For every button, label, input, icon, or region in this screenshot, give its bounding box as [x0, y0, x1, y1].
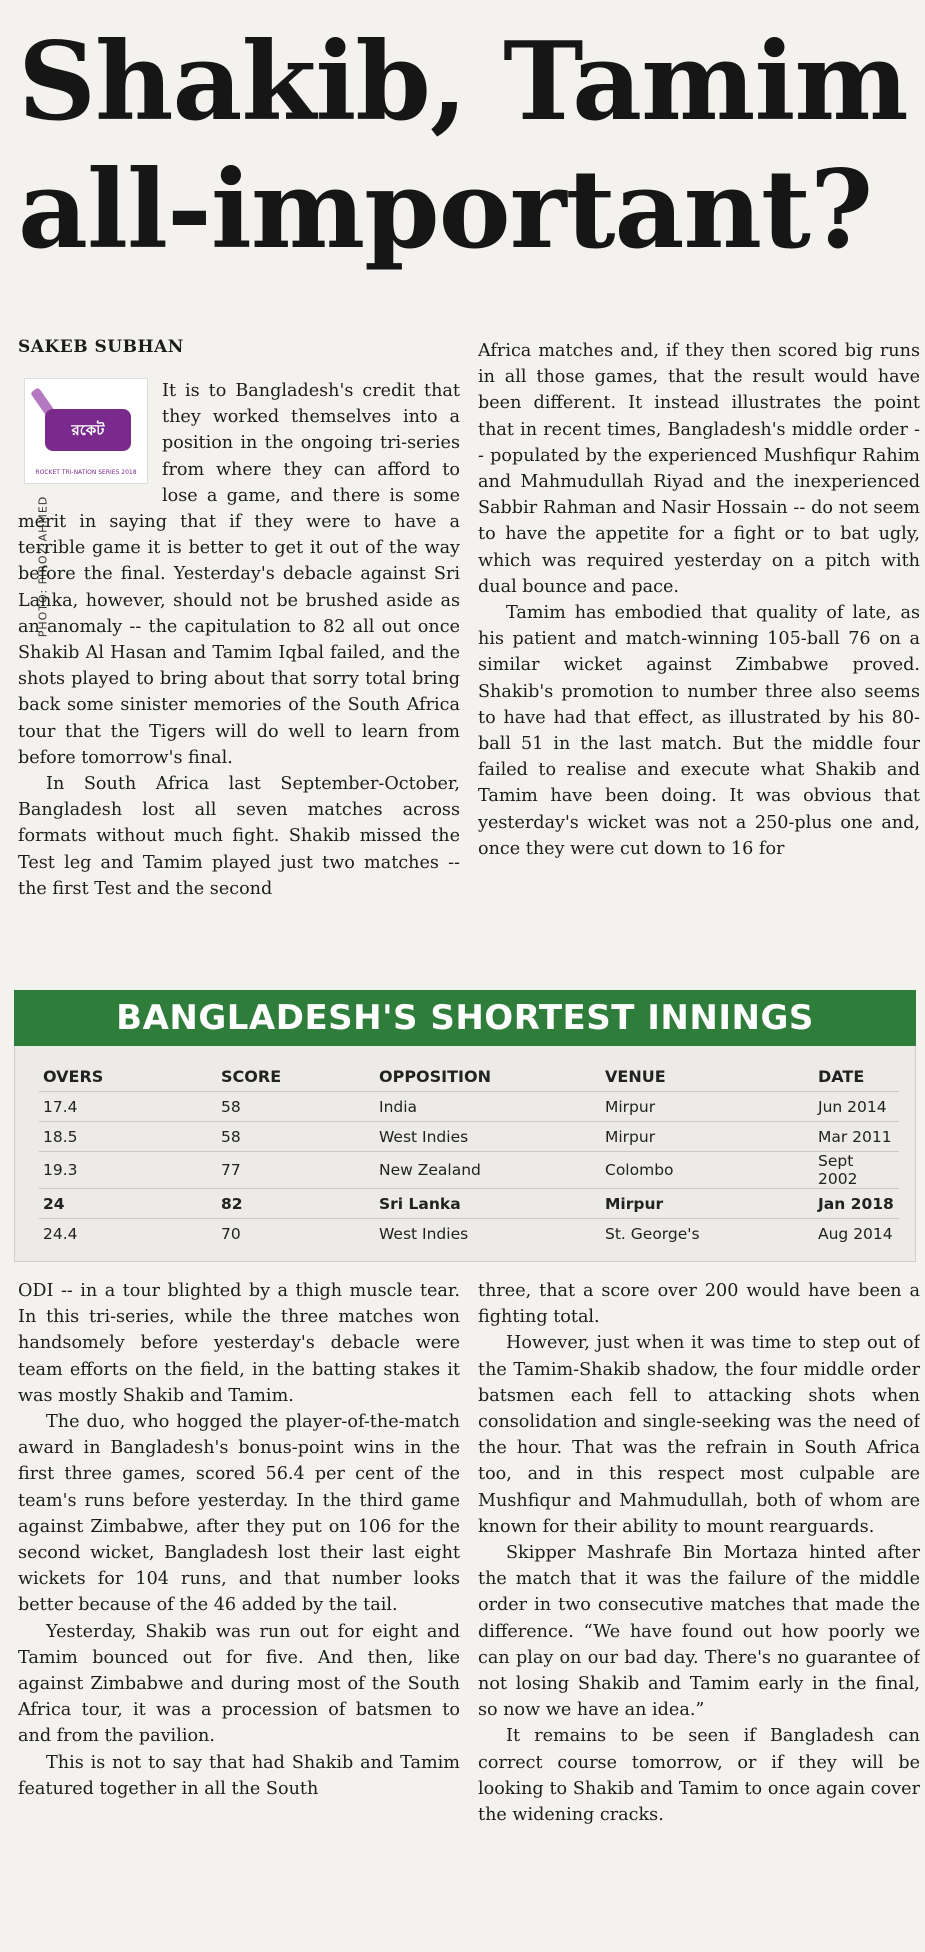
table-cell: Colombo	[601, 1152, 814, 1189]
paragraph: ODI -- in a tour blighted by a thigh muscle tear. In this tri-series, while the three matches won handsomely before yesterday's debacle were team efforts on the field, in the batting stakes it was mostly Shakib and Tamim.	[18, 1281, 460, 1406]
table-row-highlighted	[39, 1189, 899, 1219]
table-cell: Mirpur	[601, 1122, 814, 1152]
byline: SAKEB SUBHAN	[18, 337, 184, 357]
table-cell: Jun 2014	[814, 1092, 899, 1122]
table-cell: Mirpur	[601, 1189, 814, 1219]
table-row	[39, 1219, 899, 1249]
table-cell: India	[375, 1092, 601, 1122]
headline-line-2: all-important?	[18, 147, 873, 273]
paragraph: Yesterday, Shakib was run out for eight and Tamim bounced out for five. And then, like against Zimbabwe and during most of the South Africa tour, it was a procession of batsmen to and from the pavilion.	[18, 1621, 460, 1747]
paragraph: This is not to say that had Shakib and Tamim featured together in all the South	[18, 1752, 460, 1799]
table-cell: West Indies	[375, 1122, 601, 1152]
table-cell: 19.3	[39, 1152, 217, 1189]
table-cell: 17.4	[39, 1092, 217, 1122]
table-cell: 70	[217, 1219, 375, 1249]
table-cell: 58	[217, 1122, 375, 1152]
table-header-row	[39, 1061, 899, 1092]
article-column-1	[18, 378, 460, 930]
headline-line-1: Shakib, Tamim	[18, 19, 908, 145]
table-cell: St. George's	[601, 1219, 814, 1249]
paragraph: The duo, who hogged the player-of-the-match award in Bangladesh's bonus-point wins in the first three games, scored 56.4 per cent of the team's runs before yesterday. In the third game against Zimbabwe, after they put on 106 for the second wicket, Bangladesh lost their last eight wickets for 104 runs, and that number looks better because of the 46 added by the tail.	[18, 1412, 460, 1616]
table-row	[39, 1152, 899, 1189]
article-column-4	[478, 1278, 920, 1938]
table-cell: 82	[217, 1189, 375, 1219]
column-header: OPPOSITION	[379, 1066, 491, 1086]
photo-credit: PHOTO: FIROZ AHMED	[36, 495, 50, 638]
table-cell: Sri Lanka	[375, 1189, 601, 1219]
table-cell: Jan 2018	[814, 1189, 899, 1219]
column-header: OVERS	[43, 1066, 104, 1086]
table-row	[39, 1122, 899, 1152]
table-cell: 58	[217, 1092, 375, 1122]
column-header: DATE	[818, 1066, 865, 1086]
logo-mark: রকেট	[45, 409, 131, 451]
paragraph: Africa matches and, if they then scored big runs in all those games, that the result would have been different. It instead illustrates the point that in recent times, Bangladesh's middle order -- populated by the experienced Mushfiqur Rahim and Mahmudullah Riyad and the inexperienced Sabbir Rahman and Nasir Hossain -- do not seem to have the appetite for a fight or to bat ugly, which was required yesterday on a pitch with dual bounce and pace.	[478, 341, 920, 597]
table-cell: Mirpur	[601, 1092, 814, 1122]
table-cell: 24	[39, 1189, 217, 1219]
paragraph: In South Africa last September-October, Bangladesh lost all seven matches across formats without much fight. Shakib missed the Test leg and Tamim played just two matches -- the first Test and the second	[18, 774, 460, 899]
column-header: SCORE	[221, 1066, 282, 1086]
table-cell: Aug 2014	[814, 1219, 899, 1249]
paragraph: Tamim has embodied that quality of late, as his patient and match-winning 105-ball 76 on a similar wicket against Zimbabwe proved. Shakib's promotion to number three also seems to have had that effect, as illustrated by his 80-ball 51 in the last match. But the middle four failed to realise and execute what Shakib and Tamim have been doing. It was obvious that yesterday's wicket was not a 250-plus one and, once they were cut down to 16 for	[478, 603, 920, 859]
table-cell: New Zealand	[375, 1152, 601, 1189]
paragraph: It remains to be seen if Bangladesh can correct course tomorrow, or if they will be looking to Shakib and Tamim to once again cover the widening cracks.	[478, 1726, 920, 1826]
table-row	[39, 1092, 899, 1122]
logo-tagline: ROCKET TRI-NATION SERIES 2018	[35, 469, 137, 476]
paragraph: three, that a score over 200 would have been a fighting total.	[478, 1281, 920, 1328]
shortest-innings-table	[39, 1061, 899, 1248]
headline	[18, 18, 908, 274]
paragraph: Skipper Mashrafe Bin Mortaza hinted after the match that it was the failure of the middle order in two consecutive matches that made the difference. “We have found out how poorly we can play on our bad day. There's no guarantee of not losing Shakib and Tamim early in the final, so now we have an idea.”	[478, 1543, 920, 1721]
table-cell: 77	[217, 1152, 375, 1189]
table-cell: 18.5	[39, 1122, 217, 1152]
table-cell: 24.4	[39, 1219, 217, 1249]
article-column-2	[478, 338, 920, 930]
table-cell: Sept 2002	[814, 1152, 899, 1189]
article-column-3	[18, 1278, 460, 1938]
paragraph: However, just when it was time to step out of the Tamim-Shakib shadow, the four middle order batsmen each fell to attacking shots when consolidation and single-seeking was the need of the hour. That was the refrain in South Africa too, and in this respect most culpable are Mushfiqur and Mahmudullah, both of whom are known for their ability to mount rearguards.	[478, 1333, 920, 1537]
tri-series-logo	[24, 378, 148, 484]
table-title: BANGLADESH'S SHORTEST INNINGS	[14, 990, 916, 1046]
table-cell: West Indies	[375, 1219, 601, 1249]
column-header: VENUE	[605, 1066, 666, 1086]
paragraph: It is to Bangladesh's credit that they worked themselves into a position in the ongoing tri-series from where they can afford to lose a game, and there is some merit in saying that if they were to have a terrible game it is better to get it out of the way before the final. Yesterday's debacle against Sri Lanka, however, should not be brushed aside as an anomaly -- the capitulation to 82 all out once Shakib Al Hasan and Tamim Iqbal failed, and the shots played to bring about that sorry total bring back some sinister memories of the South Africa tour that the Tigers will do well to learn from before tomorrow's final.	[18, 381, 460, 768]
table-cell: Mar 2011	[814, 1122, 899, 1152]
